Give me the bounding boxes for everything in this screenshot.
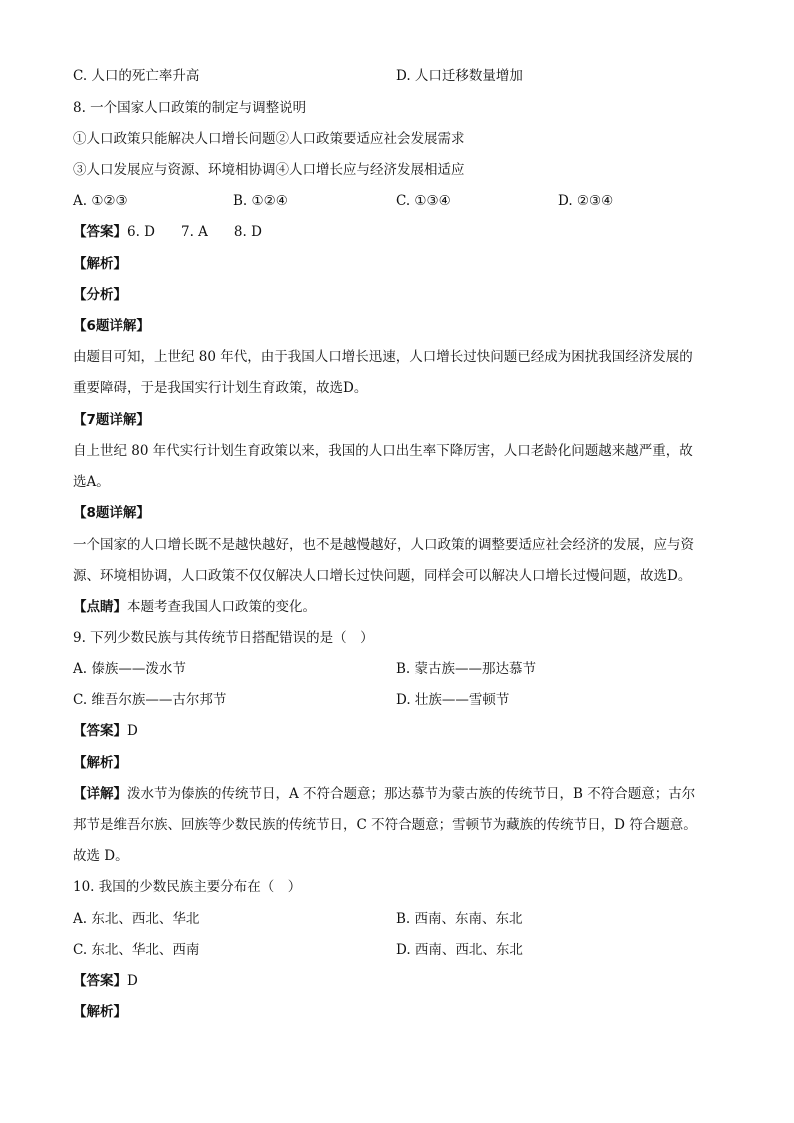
q9-analysis-tag: 【解析】 [73, 755, 127, 771]
analysis-tag: 【解析】 [73, 256, 127, 272]
q10-option-c: C. 东北、华北、西南 [73, 942, 200, 958]
answer-tag: 【答案】 [73, 224, 127, 240]
detail6-line1: 由题目可知，上世纪 80 年代，由于我国人口增长迅速，人口增长过快问题已经成为困扰我国经济发展的 [73, 349, 693, 365]
q9-detail-line1 [73, 785, 695, 803]
q8-statement-line2: ③人口发展应与资源、环境相协调④人口增长应与经济发展相适应 [73, 162, 465, 178]
q9-stem: 9. 下列少数民族与其传统节日搭配错误的是（ ） [73, 630, 374, 646]
q10-option-b: B. 西南、东南、东北 [396, 911, 523, 927]
q9-option-a: A. 傣族——泼水节 [73, 661, 186, 677]
q8-stem: 8. 一个国家人口政策的制定与调整说明 [73, 100, 307, 116]
q7-option-c: C. 人口的死亡率升高 [73, 68, 200, 84]
q9-detail-line3: 故选 D。 [73, 848, 129, 864]
detail6-tag: 【6题详解】 [73, 318, 150, 334]
q10-option-a: A. 东北、西北、华北 [73, 911, 200, 927]
answer-8: 8. D [233, 224, 262, 240]
q9-detail-line2: 邦节是维吾尔族、回族等少数民族的传统节日，C 不符合题意；雪顿节为藏族的传统节日，D 符合题意。 [73, 817, 697, 833]
answer-6: 6. D [127, 224, 155, 240]
q10-answer: D [127, 973, 138, 989]
q9-answer: D [127, 723, 138, 739]
q9-option-b: B. 蒙古族——那达慕节 [396, 661, 537, 677]
fenxi-tag: 【分析】 [73, 287, 127, 303]
dianjing-tag: 【点睛】 [73, 599, 127, 615]
detail8-line1: 一个国家的人口增长既不是越快越好，也不是越慢越好，人口政策的调整要适应社会经济的发展，应与资 [73, 537, 694, 553]
q10-answer-line [73, 972, 138, 990]
dianjing-text: 本题考查我国人口政策的变化。 [127, 599, 316, 615]
answer-line-6-8 [73, 223, 262, 241]
q8-option-d: D. ②③④ [558, 193, 614, 209]
detail8-tag: 【8题详解】 [73, 505, 150, 521]
q9-option-d: D. 壮族——雪顿节 [396, 692, 510, 708]
q9-detail-text1: 泼水节为傣族的传统节日，A 不符合题意；那达慕节为蒙古族的传统节日，B 不符合题意；古尔 [127, 786, 696, 802]
dianjing-line [73, 598, 316, 616]
q9-option-c: C. 维吾尔族——古尔邦节 [73, 692, 227, 708]
q8-statement-line1: ①人口政策只能解决人口增长问题②人口政策要适应社会发展需求 [73, 131, 465, 147]
q10-analysis-tag: 【解析】 [73, 1004, 127, 1020]
q7-option-d: D. 人口迁移数量增加 [396, 68, 523, 84]
q10-stem: 10. 我国的少数民族主要分布在（ ） [73, 879, 302, 895]
detail7-line1: 自上世纪 80 年代实行计划生育政策以来，我国的人口出生率下降厉害，人口老龄化问题越来越严重，故 [73, 443, 693, 459]
q10-option-d: D. 西南、西北、东北 [396, 942, 523, 958]
detail8-line2: 源、环境相协调，人口政策不仅仅解决人口增长过快问题，同样会可以解决人口增长过慢问题，故选D。 [73, 568, 692, 584]
q9-answer-tag: 【答案】 [73, 723, 127, 739]
answer-7: 7. A [181, 224, 208, 240]
detail6-line2: 重要障碍，于是我国实行计划生育政策，故选D。 [73, 380, 368, 396]
detail7-tag: 【7题详解】 [73, 412, 150, 428]
q10-answer-tag: 【答案】 [73, 973, 127, 989]
q8-option-c: C. ①③④ [396, 193, 451, 209]
q9-detail-tag: 【详解】 [73, 786, 127, 802]
q9-answer-line [73, 722, 138, 740]
q8-option-b: B. ①②④ [233, 193, 288, 209]
detail7-line2: 选A。 [73, 474, 110, 490]
q8-option-a: A. ①②③ [73, 193, 128, 209]
